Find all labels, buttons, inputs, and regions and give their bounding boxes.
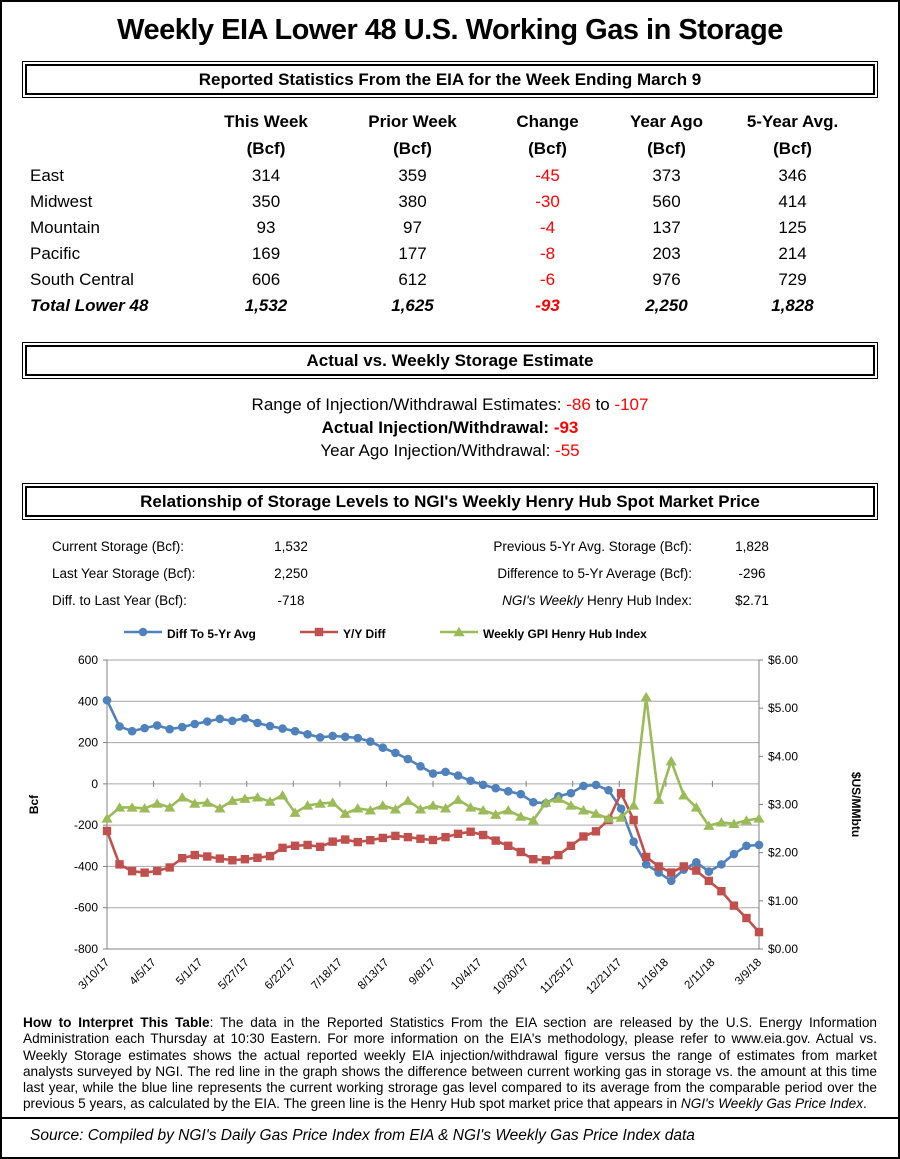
table-row-total-lower-48: Total Lower 48 1,532 1,625 -93 2,250 1,828 (30, 296, 814, 315)
svg-text:-400: -400 (73, 859, 98, 874)
table-row-mountain: Mountain 93 97 -4 137 125 (30, 218, 807, 237)
table-units-row: (Bcf) (Bcf) (Bcf) (Bcf) (Bcf) (246, 139, 812, 158)
storage-table (22, 109, 878, 319)
estimate-range-low: -86 (566, 395, 591, 414)
estimate-section (22, 393, 878, 462)
svg-text:3/10/17: 3/10/17 (76, 956, 113, 993)
table-row-east: East 314 359 -45 373 346 (30, 166, 807, 185)
prev-5yr-avg-value: 1,828 (735, 539, 769, 554)
svg-text:0: 0 (91, 776, 98, 791)
svg-text:-800: -800 (73, 942, 98, 956)
svg-text:$6.00: $6.00 (768, 653, 799, 667)
chart-legend (22, 626, 878, 646)
svg-text:7/18/17: 7/18/17 (309, 956, 345, 993)
svg-text:$2.00: $2.00 (768, 845, 799, 860)
green-triangle-line-icon (438, 626, 480, 641)
legend-item-yy-diff: Y/Y Diff (298, 626, 385, 641)
how-to-interpret-paragraph: How to Interpret This Table: The data in the Reported Statistics From the EIA section are released by the U.S. Energy Information Administration each Thursday at 10:30 Eastern. For more information on the EIA's methodology, please refer to www.eia.gov. Actual vs. Weekly Storage estimates shows the actual reported weekly EIA injection/withdrawal figure versus the range of estimates from market analysts surveyed by NGI. The red line in the graph shows the difference between current working gas in storage vs. the amount at this time last year, while the blue line represents the current working strorage gas level compared to its average from the comparable period over the previous 5 years, as calculated by the EIA. The green line is the Henry Hub spot market price that appears in NGI's Weekly Gas Price Index. (23, 1015, 877, 1112)
estimate-yearago-value: -55 (555, 441, 580, 460)
relationship-section-header: Relationship of Storage Levels to NGI's Weekly Henry Hub Spot Market Price (25, 486, 875, 517)
svg-text:9/8/17: 9/8/17 (407, 956, 439, 988)
svg-text:400: 400 (77, 694, 98, 709)
relationship-stats-row: Last Year Storage (Bcf): 2,250 Difference to 5-Yr Average (Bcf): -296 (22, 560, 878, 587)
blue-circle-line-icon (122, 626, 164, 641)
col-five-year-avg: 5-Year Avg. (746, 112, 839, 131)
svg-text:6/22/17: 6/22/17 (262, 956, 299, 993)
diff-5yr-average-value: -296 (738, 566, 766, 581)
relationship-stats-row: Current Storage (Bcf): 1,532 Previous 5-Yr Avg. Storage (Bcf): 1,828 (22, 533, 878, 560)
col-year-ago: Year Ago (629, 112, 704, 131)
legend-item-diff-to-5yr-avg: Diff To 5-Yr Avg (122, 626, 256, 641)
svg-text:11/25/17: 11/25/17 (538, 956, 578, 997)
estimate-actual-value: -93 (553, 418, 579, 437)
svg-text:600: 600 (77, 653, 98, 667)
relationship-stats (22, 533, 878, 614)
table-row-south-central: South Central 606 612 -6 976 729 (30, 270, 807, 289)
svg-text:10/30/17: 10/30/17 (491, 956, 532, 997)
svg-text:10/4/17: 10/4/17 (449, 956, 485, 993)
estimate-section-header: Actual vs. Weekly Storage Estimate (25, 345, 875, 376)
estimate-yearago-line: Year Ago Injection/Withdrawal: -55 (320, 441, 580, 460)
red-square-line-icon (298, 626, 340, 641)
storage-price-chart (22, 648, 878, 1009)
svg-text:5/27/17: 5/27/17 (216, 956, 252, 993)
svg-text:-200: -200 (73, 818, 98, 833)
svg-text:8/13/17: 8/13/17 (355, 956, 392, 993)
svg-text:$3.00: $3.00 (768, 797, 799, 812)
page-title: Weekly EIA Lower 48 U.S. Working Gas in Storage (117, 14, 783, 46)
svg-text:5/1/17: 5/1/17 (174, 956, 206, 988)
svg-text:4/5/17: 4/5/17 (127, 956, 159, 988)
svg-text:$5.00: $5.00 (768, 701, 799, 716)
right-axis-title: $US/MMbtu (849, 771, 863, 838)
svg-text:-600: -600 (73, 900, 98, 915)
col-prior-week: Prior Week (368, 112, 457, 131)
svg-text:$0.00: $0.00 (768, 942, 799, 956)
reported-statistics-header: Reported Statistics From the EIA for the Week Ending March 9 (25, 64, 875, 95)
svg-text:1/16/18: 1/16/18 (635, 956, 671, 993)
diff-last-year-value: -718 (277, 593, 305, 608)
svg-text:$4.00: $4.00 (768, 749, 799, 764)
henry-hub-index-value: $2.71 (735, 593, 769, 608)
col-this-week: This Week (224, 112, 308, 131)
col-change: Change (516, 112, 579, 131)
estimate-actual-line: Actual Injection/Withdrawal: -93 (321, 418, 579, 437)
estimate-range-line: Range of Injection/Withdrawal Estimates: -86 to -107 (251, 395, 649, 414)
relationship-stats-row: Diff. to Last Year (Bcf): -718 NGI's Weekly Henry Hub Index: $2.71 (22, 587, 878, 614)
table-row-pacific: Pacific 169 177 -8 203 214 (30, 244, 807, 263)
svg-text:200: 200 (77, 735, 98, 750)
estimate-range-high: -107 (614, 395, 649, 414)
series-y-y-diff (103, 789, 763, 936)
series-weekly-gpi-henry-hub-index (101, 692, 764, 830)
left-axis-title: Bcf (27, 794, 41, 815)
table-header-row (22, 109, 878, 135)
current-storage-value: 1,532 (274, 539, 308, 554)
last-year-storage-value: 2,250 (274, 566, 308, 581)
storage-price-chart-svg (22, 648, 882, 1004)
legend-item-weekly-gpi-henry-hub: Weekly GPI Henry Hub Index (438, 626, 647, 641)
table-row-midwest: Midwest 350 380 -30 560 414 (30, 192, 807, 211)
svg-text:3/9/18: 3/9/18 (733, 956, 765, 988)
source-line: Source: Compiled by NGI's Daily Gas Price Index from EIA & NGI's Weekly Gas Price Index data (2, 1117, 898, 1157)
svg-text:12/21/17: 12/21/17 (584, 956, 625, 997)
svg-text:$1.00: $1.00 (768, 893, 799, 908)
svg-text:2/11/18: 2/11/18 (682, 956, 718, 992)
